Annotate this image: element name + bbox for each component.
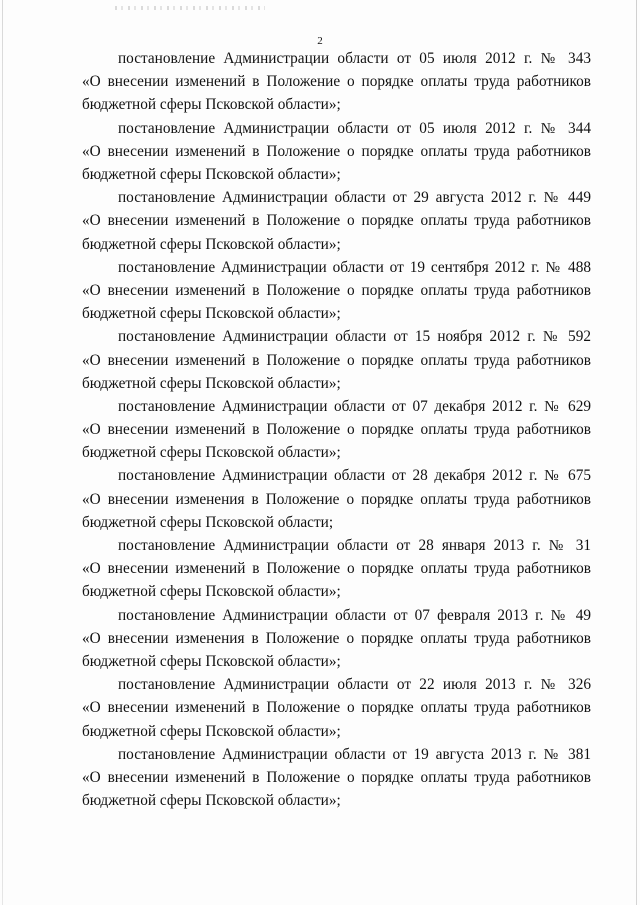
decree-entry: [82, 256, 591, 326]
decree-subject-line: «О внесении изменения в Положение о порядке оплаты труда работников: [82, 490, 591, 508]
decree-subject-line: «О внесении изменения в Положение о порядке оплаты труда работников: [82, 629, 591, 647]
decree-subject-line: «О внесении изменений в Положение о порядке оплаты труда работников: [82, 699, 591, 717]
decree-title-line: постановление Администрации области от 15 ноября 2012 г. № 592: [118, 328, 591, 346]
decree-subject-line: «О внесении изменений в Положение о порядке оплаты труда работников: [82, 560, 591, 578]
decree-subject-end: бюджетной сферы Псковской области»;: [82, 96, 341, 114]
decree-subject-end: бюджетной сферы Псковской области;: [82, 513, 334, 531]
decree-entry: [82, 604, 591, 674]
decree-entry: [82, 673, 591, 743]
decree-title-line: постановление Администрации области от 22 июля 2013 г. № 326: [118, 676, 591, 694]
decree-entry: [82, 395, 591, 465]
decree-subject-line: «О внесении изменений в Положение о порядке оплаты труда работников: [82, 212, 591, 230]
decree-subject-end: бюджетной сферы Псковской области»;: [82, 165, 341, 183]
decree-title-line: постановление Администрации области от 29 августа 2012 г. № 449: [118, 189, 591, 207]
decree-title-line: постановление Администрации области от 05 июля 2012 г. № 343: [118, 50, 591, 67]
decree-subject-end: бюджетной сферы Псковской области»;: [82, 444, 341, 462]
decree-title-line: постановление Администрации области от 28 января 2013 г. № 31: [118, 537, 591, 555]
decree-entry: [82, 534, 591, 604]
decree-entry: [82, 47, 591, 117]
decree-entry: [82, 464, 591, 534]
decree-subject-line: «О внесении изменений в Положение о порядке оплаты труда работников: [82, 142, 591, 160]
scan-edge-right: [636, 0, 637, 905]
decree-title-line: постановление Администрации области от 05 июля 2012 г. № 344: [118, 119, 591, 137]
decree-title-line: постановление Администрации области от 07 декабря 2012 г. № 629: [118, 397, 591, 415]
decree-title-line: постановление Администрации области от 19 сентября 2012 г. № 488: [118, 258, 591, 276]
decree-title-line: постановление Администрации области от 19 августа 2013 г. № 381: [118, 745, 591, 763]
decree-subject-end: бюджетной сферы Псковской области»;: [82, 653, 341, 670]
decree-subject-line: «О внесении изменений в Положение о порядке оплаты труда работников: [82, 421, 591, 439]
decree-subject-end: бюджетной сферы Псковской области»;: [82, 305, 341, 323]
decree-entry: [82, 743, 591, 813]
page-number: 2: [317, 35, 323, 47]
decree-entry: [82, 325, 591, 395]
decree-title-line: постановление Администрации области от 28 декабря 2012 г. № 675: [118, 467, 591, 485]
decree-entry: [82, 186, 591, 256]
decree-entry: [82, 117, 591, 187]
decree-subject-line: «О внесении изменений в Положение о порядке оплаты труда работников: [82, 351, 591, 369]
decree-subject-end: бюджетной сферы Псковской области»;: [82, 583, 341, 601]
decree-subject-end: бюджетной сферы Псковской области»;: [82, 235, 341, 253]
scan-header-noise: [115, 6, 265, 10]
decree-subject-end: бюджетной сферы Псковской области»;: [82, 722, 341, 740]
decree-subject-end: бюджетной сферы Псковской области»;: [82, 792, 341, 810]
decree-subject-line: «О внесении изменений в Положение о порядке оплаты труда работников: [82, 768, 591, 786]
decree-subject-line: «О внесении изменений в Положение о порядке оплаты труда работников: [82, 281, 591, 299]
decree-title-line: постановление Администрации области от 07 февраля 2013 г. № 49: [118, 606, 591, 624]
decree-subject-end: бюджетной сферы Псковской области»;: [82, 374, 341, 392]
decree-subject-line: «О внесении изменений в Положение о порядке оплаты труда работников: [82, 73, 591, 91]
document-body: [82, 47, 591, 812]
scan-edge-left: [2, 0, 3, 905]
